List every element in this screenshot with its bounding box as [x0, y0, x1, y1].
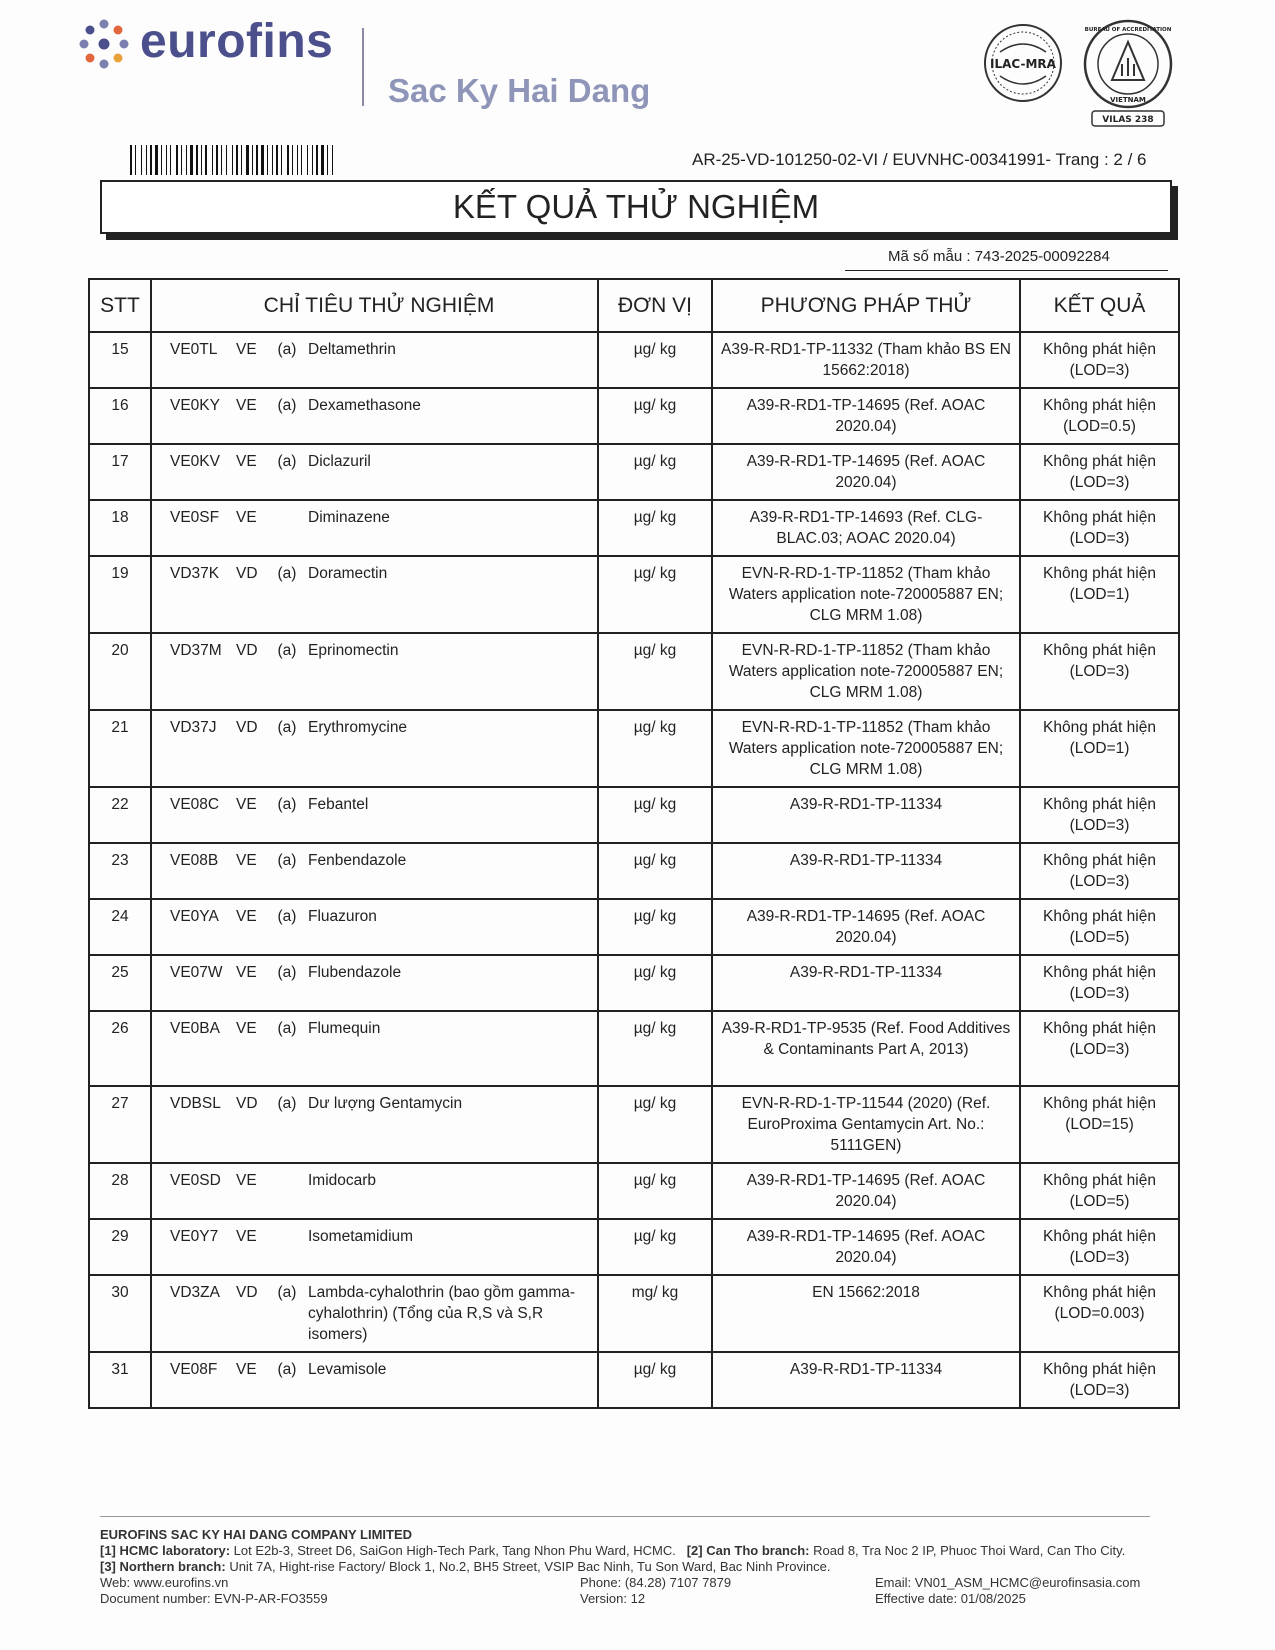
row-accreditation: (a) [277, 642, 297, 659]
barcode-bar [327, 145, 328, 175]
table-row [89, 556, 1179, 633]
barcode-bar [329, 145, 331, 175]
row-accreditation: (a) [277, 1095, 297, 1112]
svg-text:ILAC-MRA: ILAC-MRA [990, 57, 1056, 71]
svg-text:VILAS 238: VILAS 238 [1102, 115, 1154, 125]
table-row [89, 1163, 1179, 1219]
row-parameter [151, 710, 598, 787]
barcode-bar [221, 145, 222, 175]
row-code: VE08C [170, 796, 220, 813]
row-accreditation: (a) [277, 964, 297, 981]
row-method: A39-R-RD1-TP-14695 (Ref. AOAC 2020.04) [712, 1163, 1020, 1219]
row-parameter [151, 332, 598, 388]
row-method: A39-R-RD1-TP-11334 [712, 1352, 1020, 1408]
bureau-of-accreditation-seal-icon [1082, 18, 1174, 130]
row-code: VE08B [170, 852, 219, 869]
barcode-bar [265, 145, 266, 175]
row-parameter [151, 1011, 598, 1086]
barcode-bar [297, 145, 298, 175]
barcode-bar [246, 145, 249, 175]
barcode-bar [325, 145, 326, 175]
row-result: Không phát hiện (LOD=3) [1020, 787, 1179, 843]
barcode-bar [334, 145, 335, 175]
table-row [89, 444, 1179, 500]
row-result: Không phát hiện (LOD=3) [1020, 500, 1179, 556]
footer-text-hcmc: Lot E2b-3, Street D6, SaiGon High-Tech Park, Tang Nhon Phu Ward, HCMC. [233, 1543, 676, 1558]
row-result: Không phát hiện (LOD=3) [1020, 633, 1179, 710]
footer-label-hcmc: HCMC laboratory: [119, 1543, 231, 1558]
eurofins-logo-icon [78, 18, 130, 70]
row-code: VE0SD [170, 1172, 221, 1189]
header-result: KẾT QUẢ [1020, 279, 1179, 332]
row-unit: µg/ kg [598, 787, 712, 843]
row-parameter [151, 500, 598, 556]
barcode-bar [283, 145, 286, 175]
row-method: EN 15662:2018 [712, 1275, 1020, 1352]
row-result: Không phát hiện (LOD=3) [1020, 332, 1179, 388]
barcode-bar [299, 145, 300, 175]
row-name: Flumequin [308, 1020, 381, 1037]
barcode-bar [168, 145, 169, 175]
row-parameter [151, 1219, 598, 1275]
barcode-bar [188, 145, 189, 175]
row-parameter [151, 556, 598, 633]
barcode-bar [292, 145, 293, 175]
row-accreditation: (a) [277, 852, 297, 869]
row-type: VE [236, 341, 257, 358]
row-code: VE07W [170, 964, 223, 981]
row-parameter [151, 787, 598, 843]
barcode-bar [205, 145, 207, 175]
row-stt: 26 [89, 1011, 151, 1086]
row-code: VE08F [170, 1361, 218, 1378]
barcode-bar [133, 145, 134, 175]
row-type: VE [236, 1228, 257, 1245]
row-accreditation: (a) [277, 908, 297, 925]
sub-brand-name: Sac Ky Hai Dang [388, 72, 651, 109]
barcode-bar [259, 145, 260, 175]
row-result: Không phát hiện (LOD=1) [1020, 556, 1179, 633]
row-type: VE [236, 1361, 257, 1378]
row-code: VE0SF [170, 509, 220, 526]
barcode-bar [290, 145, 291, 175]
barcode-bar [143, 145, 145, 175]
row-unit: µg/ kg [598, 1352, 712, 1408]
barcode [130, 145, 392, 175]
row-parameter [151, 843, 598, 899]
row-method: EVN-R-RD-1-TP-11544 (2020) (Ref. EuroProxima Gentamycin Art. No.: 5111GEN) [712, 1086, 1020, 1163]
row-accreditation [270, 1226, 304, 1247]
row-result: Không phát hiện (LOD=3) [1020, 1219, 1179, 1275]
footer-address-line-1 [100, 1543, 1125, 1558]
row-parameter [151, 955, 598, 1011]
table-row [89, 899, 1179, 955]
row-unit: µg/ kg [598, 899, 712, 955]
table-row [89, 1352, 1179, 1408]
row-name: Dư lượng Gentamycin [308, 1095, 463, 1112]
barcode-bar [166, 145, 167, 175]
row-type: VE [236, 964, 257, 981]
barcode-bar [281, 145, 282, 175]
row-code: VE0Y7 [170, 1228, 219, 1245]
row-code: VE0BA [170, 1020, 220, 1037]
barcode-bar [203, 145, 204, 175]
footer-tag-2: [2] [686, 1543, 703, 1558]
row-unit: µg/ kg [598, 1163, 712, 1219]
barcode-bar [219, 145, 220, 175]
barcode-bar [141, 145, 142, 175]
row-accreditation: (a) [277, 341, 297, 358]
barcode-bar [150, 145, 152, 175]
row-name: Flubendazole [308, 964, 402, 981]
barcode-bar [316, 145, 318, 175]
row-stt: 28 [89, 1163, 151, 1219]
barcode-bar [314, 145, 315, 175]
barcode-bar [269, 145, 271, 175]
row-stt: 29 [89, 1219, 151, 1275]
barcode-bar [170, 145, 171, 175]
barcode-bar [194, 145, 195, 175]
barcode-bar [307, 145, 308, 175]
row-name: Isometamidium [308, 1228, 414, 1245]
footer-text-cantho: Road 8, Tra Noc 2 IP, Phuoc Thoi Ward, Can Tho City. [813, 1543, 1126, 1558]
row-result: Không phát hiện (LOD=0.5) [1020, 388, 1179, 444]
row-result: Không phát hiện (LOD=0.003) [1020, 1275, 1179, 1352]
row-accreditation: (a) [277, 565, 297, 582]
barcode-bar [256, 145, 258, 175]
table-row [89, 633, 1179, 710]
barcode-bar [252, 145, 253, 175]
document-reference: AR-25-VD-101250-02-VI / EUVNHC-00341991- Trang : 2 / 6 [692, 150, 1147, 169]
row-unit: µg/ kg [598, 955, 712, 1011]
row-type: VD [236, 1095, 258, 1112]
row-accreditation: (a) [277, 1020, 297, 1037]
barcode-bar [153, 145, 154, 175]
row-parameter [151, 444, 598, 500]
row-type: VE [236, 908, 257, 925]
footer-divider [100, 1516, 1150, 1517]
barcode-bar [183, 145, 185, 175]
row-method: A39-R-RD1-TP-14693 (Ref. CLG-BLAC.03; AOAC 2020.04) [712, 500, 1020, 556]
row-code: VD37K [170, 565, 220, 582]
barcode-bar [216, 145, 218, 175]
barcode-bar [234, 145, 235, 175]
row-result: Không phát hiện (LOD=5) [1020, 1163, 1179, 1219]
row-name: Eprinomectin [308, 642, 399, 659]
row-result: Không phát hiện (LOD=3) [1020, 1011, 1179, 1086]
barcode-bar [186, 145, 187, 175]
barcode-bar [321, 145, 324, 175]
row-result: Không phát hiện (LOD=5) [1020, 899, 1179, 955]
row-unit: µg/ kg [598, 1011, 712, 1086]
table-header-row [89, 279, 1179, 332]
row-method: A39-R-RD1-TP-11334 [712, 843, 1020, 899]
brand-name: eurofins [140, 15, 334, 68]
row-accreditation [270, 1170, 304, 1191]
row-name: Lambda-cyhalothrin (bao gồm gamma-cyhalothrin) (Tổng của R,S và S,R isomers) [308, 1284, 576, 1343]
row-accreditation: (a) [277, 397, 297, 414]
row-stt: 27 [89, 1086, 151, 1163]
barcode-bar [232, 145, 233, 175]
row-method: A39-R-RD1-TP-11332 (Tham khảo BS EN 15662:2018) [712, 332, 1020, 388]
row-name: Diminazene [308, 509, 390, 526]
row-method: A39-R-RD1-TP-14695 (Ref. AOAC 2020.04) [712, 388, 1020, 444]
barcode-bar [130, 145, 132, 175]
row-stt: 30 [89, 1275, 151, 1352]
row-parameter [151, 1352, 598, 1408]
barcode-bar [309, 145, 311, 175]
row-type: VD [236, 642, 258, 659]
row-parameter [151, 388, 598, 444]
row-method: EVN-R-RD-1-TP-11852 (Tham khảo Waters application note-720005887 EN; CLG MRM 1.08) [712, 633, 1020, 710]
barcode-bar [135, 145, 136, 175]
footer-label-northern: Northern branch: [119, 1559, 226, 1574]
row-code: VE0KV [170, 453, 220, 470]
row-unit: mg/ kg [598, 1275, 712, 1352]
row-parameter [151, 1086, 598, 1163]
row-result: Không phát hiện (LOD=3) [1020, 1352, 1179, 1408]
barcode-bar [287, 145, 289, 175]
row-stt: 23 [89, 843, 151, 899]
footer-text-northern: Unit 7A, Hight-rise Factory/ Block 1, No.2, BH5 Street, VSIP Bac Ninh, Tu Son Ward, Bac Ninh Province. [229, 1559, 831, 1574]
row-result: Không phát hiện (LOD=3) [1020, 444, 1179, 500]
row-parameter [151, 633, 598, 710]
barcode-bar [201, 145, 202, 175]
table-row [89, 787, 1179, 843]
table-row [89, 388, 1179, 444]
row-accreditation: (a) [277, 796, 297, 813]
row-method: A39-R-RD1-TP-9535 (Ref. Food Additives & Contaminants Part A, 2013) [712, 1011, 1020, 1086]
barcode-bar [212, 145, 213, 175]
row-stt: 18 [89, 500, 151, 556]
barcode-bar [303, 145, 306, 175]
row-unit: µg/ kg [598, 444, 712, 500]
barcode-bar [243, 145, 245, 175]
table-row [89, 955, 1179, 1011]
row-unit: µg/ kg [598, 1086, 712, 1163]
row-type: VE [236, 1172, 257, 1189]
row-type: VE [236, 453, 257, 470]
row-code: VD37M [170, 642, 222, 659]
row-stt: 31 [89, 1352, 151, 1408]
footer-effective-date: Effective date: 01/08/2025 [875, 1591, 1026, 1606]
row-method: A39-R-RD1-TP-11334 [712, 787, 1020, 843]
table-row [89, 1219, 1179, 1275]
row-type: VE [236, 397, 257, 414]
row-result: Không phát hiện (LOD=3) [1020, 955, 1179, 1011]
row-unit: µg/ kg [598, 388, 712, 444]
row-stt: 22 [89, 787, 151, 843]
header-unit: ĐƠN VỊ [598, 279, 712, 332]
row-stt: 16 [89, 388, 151, 444]
row-type: VE [236, 509, 257, 526]
row-name: Febantel [308, 796, 369, 813]
row-unit: µg/ kg [598, 556, 712, 633]
barcode-bar [319, 145, 320, 175]
sample-code: Mã số mẫu : 743-2025-00092284 [888, 248, 1110, 265]
barcode-bar [250, 145, 251, 175]
row-stt: 25 [89, 955, 151, 1011]
barcode-bar [159, 145, 160, 175]
row-type: VD [236, 565, 258, 582]
barcode-bar [276, 145, 278, 175]
barcode-bar [214, 145, 215, 175]
row-name: Levamisole [308, 1361, 387, 1378]
row-stt: 19 [89, 556, 151, 633]
barcode-bar [179, 145, 180, 175]
page-title: KẾT QUẢ THỬ NGHIỆM [452, 188, 820, 225]
footer-label-cantho: Can Tho branch: [706, 1543, 810, 1558]
barcode-bar [172, 145, 175, 175]
row-result: Không phát hiện (LOD=15) [1020, 1086, 1179, 1163]
barcode-bar [161, 145, 162, 175]
row-type: VD [236, 1284, 258, 1301]
header-divider [362, 28, 364, 106]
barcode-bar [181, 145, 182, 175]
barcode-bar [155, 145, 158, 175]
row-method: A39-R-RD1-TP-14695 (Ref. AOAC 2020.04) [712, 444, 1020, 500]
row-unit: µg/ kg [598, 332, 712, 388]
barcode-bar [279, 145, 280, 175]
title-banner [100, 180, 1172, 234]
table-row [89, 500, 1179, 556]
footer-doc-number: Document number: EVN-P-AR-FO3559 [100, 1591, 328, 1606]
svg-text:VIETNAM: VIETNAM [1110, 96, 1146, 104]
row-accreditation [270, 507, 304, 528]
row-name: Erythromycine [308, 719, 408, 736]
row-name: Fluazuron [308, 908, 377, 925]
row-name: Imidocarb [308, 1172, 377, 1189]
svg-text:BUREAU OF ACCREDITATION: BUREAU OF ACCREDITATION [1084, 27, 1172, 33]
barcode-bar [301, 145, 302, 175]
row-name: Fenbendazole [308, 852, 407, 869]
header-method: PHƯƠNG PHÁP THỬ [712, 279, 1020, 332]
row-method: A39-R-RD1-TP-11334 [712, 955, 1020, 1011]
barcode-bar [294, 145, 296, 175]
row-type: VD [236, 719, 258, 736]
table-row [89, 1011, 1179, 1086]
barcode-bar [332, 145, 333, 175]
row-accreditation: (a) [277, 719, 297, 736]
barcode-bar [208, 145, 211, 175]
row-code: VDBSL [170, 1095, 221, 1112]
footer-email: Email: VN01_ASM_HCMC@eurofinsasia.com [875, 1575, 1141, 1590]
row-method: A39-R-RD1-TP-14695 (Ref. AOAC 2020.04) [712, 899, 1020, 955]
row-result: Không phát hiện (LOD=3) [1020, 843, 1179, 899]
barcode-bar [146, 145, 147, 175]
row-code: VE0KY [170, 397, 220, 414]
row-code: VD37J [170, 719, 217, 736]
footer-tag-1: [1] [100, 1543, 116, 1558]
footer-web: Web: www.eurofins.vn [100, 1575, 229, 1590]
table-row [89, 332, 1179, 388]
barcode-bar [228, 145, 231, 175]
barcode-bar [239, 145, 240, 175]
row-method: EVN-R-RD-1-TP-11852 (Tham khảo Waters application note-720005887 EN; CLG MRM 1.08) [712, 710, 1020, 787]
footer-address-line-2 [100, 1559, 830, 1574]
barcode-bar [274, 145, 275, 175]
row-parameter [151, 1275, 598, 1352]
footer-company: EUROFINS SAC KY HAI DANG COMPANY LIMITED [100, 1527, 413, 1542]
barcode-bar [254, 145, 255, 175]
table-row [89, 1275, 1179, 1352]
row-method: A39-R-RD1-TP-14695 (Ref. AOAC 2020.04) [712, 1219, 1020, 1275]
sample-underline [845, 270, 1168, 271]
row-accreditation: (a) [277, 453, 297, 470]
row-result: Không phát hiện (LOD=1) [1020, 710, 1179, 787]
table-row [89, 1086, 1179, 1163]
barcode-bar [137, 145, 140, 175]
row-accreditation: (a) [277, 1361, 297, 1378]
ilac-mra-seal-icon [982, 22, 1064, 104]
results-table [88, 278, 1180, 1409]
row-stt: 24 [89, 899, 151, 955]
row-name: Doramectin [308, 565, 388, 582]
barcode-bar [199, 145, 200, 175]
row-type: VE [236, 1020, 257, 1037]
row-unit: µg/ kg [598, 843, 712, 899]
row-stt: 17 [89, 444, 151, 500]
barcode-bar [163, 145, 165, 175]
row-stt: 21 [89, 710, 151, 787]
barcode-bar [312, 145, 313, 175]
row-code: VD3ZA [170, 1284, 220, 1301]
barcode-bar [190, 145, 193, 175]
footer-phone: Phone: (84.28) 7107 7879 [580, 1575, 732, 1590]
row-stt: 15 [89, 332, 151, 388]
row-name: Diclazuril [308, 453, 371, 470]
row-stt: 20 [89, 633, 151, 710]
row-parameter [151, 1163, 598, 1219]
barcode-bar [226, 145, 227, 175]
barcode-bar [272, 145, 273, 175]
table-row [89, 843, 1179, 899]
row-unit: µg/ kg [598, 633, 712, 710]
row-type: VE [236, 852, 257, 869]
barcode-bar [196, 145, 198, 175]
row-unit: µg/ kg [598, 1219, 712, 1275]
barcode-bar [236, 145, 238, 175]
barcode-bar [261, 145, 264, 175]
barcode-bar [223, 145, 225, 175]
header-stt: STT [89, 279, 151, 332]
barcode-bar [267, 145, 268, 175]
row-unit: µg/ kg [598, 710, 712, 787]
header-parameter: CHỈ TIÊU THỬ NGHIỆM [151, 279, 598, 332]
row-parameter [151, 899, 598, 955]
row-code: VE0TL [170, 341, 218, 358]
row-accreditation: (a) [277, 1284, 297, 1301]
table-row [89, 710, 1179, 787]
row-unit: µg/ kg [598, 500, 712, 556]
row-method: EVN-R-RD-1-TP-11852 (Tham khảo Waters application note-720005887 EN; CLG MRM 1.08) [712, 556, 1020, 633]
row-name: Deltamethrin [308, 341, 396, 358]
row-code: VE0YA [170, 908, 219, 925]
barcode-bar [176, 145, 178, 175]
footer-version: Version: 12 [580, 1591, 646, 1606]
barcode-bar [148, 145, 149, 175]
barcode-bar [241, 145, 242, 175]
row-name: Dexamethasone [308, 397, 421, 414]
footer-tag-3: [3] [100, 1559, 116, 1574]
row-type: VE [236, 796, 257, 813]
